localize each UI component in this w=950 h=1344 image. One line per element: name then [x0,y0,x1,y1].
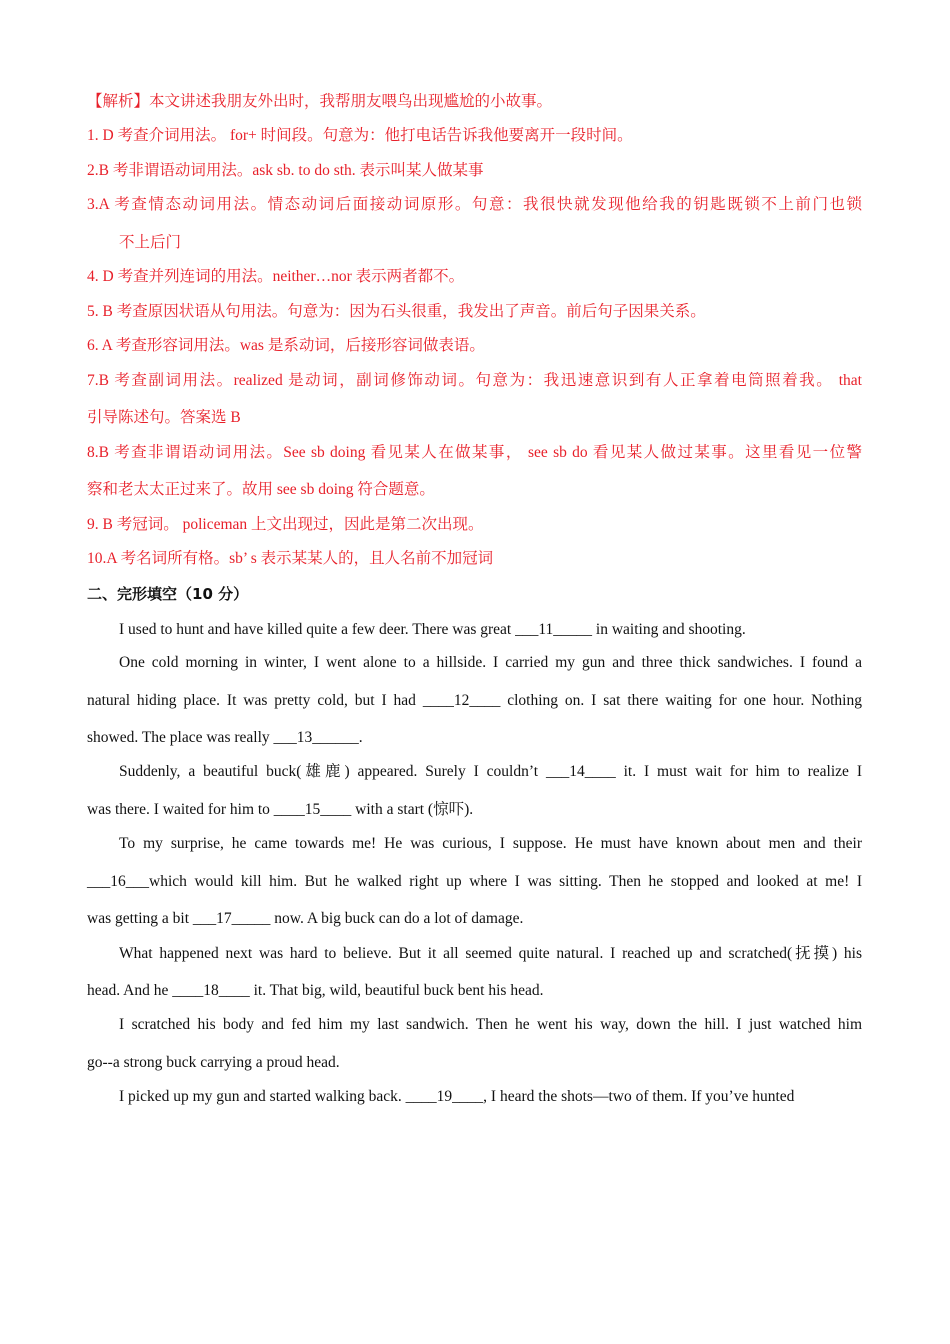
passage-line-13: go--a strong buck carrying a proud head. [87,1054,340,1071]
answer-10: 10.A 考名词所有格。sb’ s 表示某某人的，且人名前不加冠词 [87,550,494,567]
answer-4: 4. D 考查并列连词的用法。neither…nor 表示两者都不。 [87,268,465,285]
analysis-intro: 【解析】本文讲述我朋友外出时，我帮朋友喂鸟出现尴尬的小故事。 [87,93,553,110]
passage-line-5: Suddenly, a beautiful buck(雄鹿) appeared. Surely I couldn’t ___14____ it. I must wait for him to realize I [119,763,862,780]
answer-3-cont: 不上后门 [119,234,182,251]
passage-line-1: I used to hunt and have killed quite a few deer. There was great ___11_____ in waiting and shooting. [119,621,746,638]
answer-8: 8.B 考查非谓语动词用法。See sb doing 看见某人在做某事， see sb do 看见某人做过某事。这里看见一位警 [87,444,862,461]
answer-8-cont: 察和老太太正过来了。故用 see sb doing 符合题意。 [87,481,435,498]
passage-line-2: One cold morning in winter, I went alone to a hillside. I carried my gun and three thick sandwiches. I found a [119,654,862,671]
section-heading: 二、完形填空（10 分） [87,585,249,603]
answer-7-cont: 引导陈述句。答案选 B [87,409,241,426]
answer-2: 2.B 考非谓语动词用法。ask sb. to do sth. 表示叫某人做某事 [87,162,484,179]
passage-line-14: I picked up my gun and started walking back. ____19____, I heard the shots—two of them. If you’ve hunted [119,1088,795,1105]
answer-3: 3.A 考查情态动词用法。情态动词后面接动词原形。句意：我很快就发现他给我的钥匙既锁不上前门也锁 [87,196,862,213]
passage-line-10: What happened next was hard to believe. But it all seemed quite natural. I reached up and scratched(抚摸) his [119,945,862,962]
passage-line-4: showed. The place was really ___13______. [87,729,363,746]
passage-line-6: was there. I waited for him to ____15____ with a start (惊吓). [87,801,474,818]
answer-1: 1. D 考查介词用法。 for+ 时间段。句意为：他打电话告诉我他要离开一段时间。 [87,127,633,144]
passage-line-3: natural hiding place. It was pretty cold, but I had ____12____ clothing on. I sat there waiting for one hour. Nothing [87,692,862,709]
passage-line-8: ___16___which would kill him. But he walked right up where I was sitting. Then he stopped and looked at me! I [87,873,862,890]
passage-line-9: was getting a bit ___17_____ now. A big buck can do a lot of damage. [87,910,524,927]
answer-7: 7.B 考查副词用法。realized 是动词，副词修饰动词。句意为：我迅速意识到有人正拿着电筒照着我。 that [87,372,862,389]
answer-9: 9. B 考冠词。 policeman 上文出现过，因此是第二次出现。 [87,516,484,533]
passage-line-11: head. And he ____18____ it. That big, wild, beautiful buck bent his head. [87,982,544,999]
passage-line-12: I scratched his body and fed him my last sandwich. Then he went his way, down the hill. I just watched him [119,1016,862,1033]
answer-5: 5. B 考查原因状语从句用法。句意为：因为石头很重，我发出了声音。前后句子因果关系。 [87,303,706,320]
answer-6: 6. A 考查形容词用法。was 是系动词，后接形容词做表语。 [87,337,485,354]
passage-line-7: To my surprise, he came towards me! He was curious, I suppose. He must have known about men and their [119,835,862,852]
